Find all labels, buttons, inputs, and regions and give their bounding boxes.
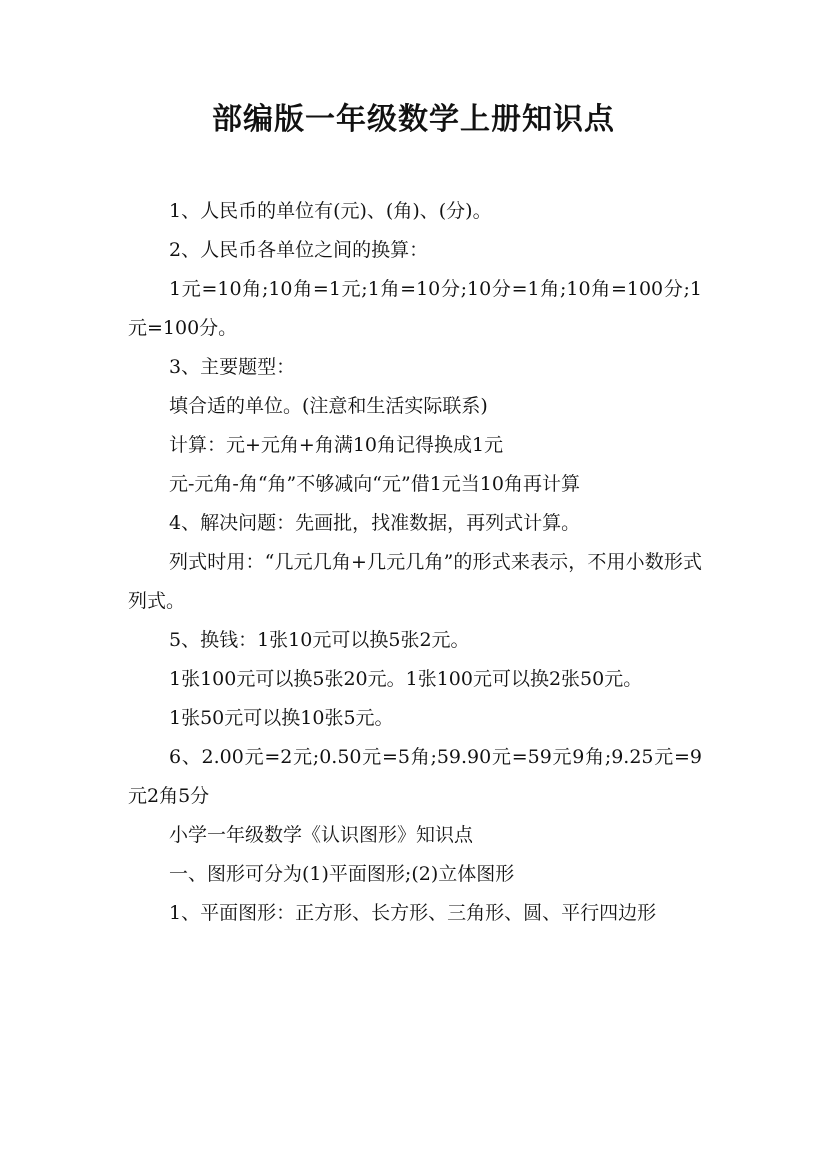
paragraph-9: 列式时用：“几元几角+几元几角”的形式来表示，不用小数形式列式。: [128, 551, 702, 612]
document-body: [128, 192, 702, 933]
paragraph-8: 4、解决问题：先画批，找准数据，再列式计算。: [169, 512, 581, 534]
document-title: 部编版一年级数学上册知识点: [212, 102, 615, 137]
paragraph-4: 3、主要题型：: [169, 356, 296, 378]
paragraph-6: 计算：元+元角+角满10角记得换成1元: [169, 434, 504, 456]
paragraph-1: 1、人民币的单位有(元)、(角)、(分)。: [169, 200, 492, 222]
paragraph-13: 6、2.00元=2元;0.50元=5角;59.90元=59元9角;9.25元=9元2角5分: [128, 746, 702, 807]
paragraph-16: 1、平面图形：正方形、长方形、三角形、圆、平行四边形: [169, 902, 657, 924]
paragraph-11: 1张100元可以换5张20元。1张100元可以换2张50元。: [169, 668, 643, 690]
paragraph-2: 2、人民币各单位之间的换算：: [169, 239, 429, 261]
paragraph-12: 1张50元可以换10张5元。: [169, 707, 394, 729]
paragraph-10: 5、换钱：1张10元可以换5张2元。: [169, 629, 470, 651]
paragraph-3: 1元=10角;10角=1元;1角=10分;10分=1角;10角=100分;1元=100分。: [128, 278, 702, 339]
paragraph-5: 填合适的单位。(注意和生活实际联系): [169, 395, 488, 417]
paragraph-7: 元-元角-角“角”不够减向“元”借1元当10角再计算: [169, 473, 580, 495]
paragraph-14: 小学一年级数学《认识图形》知识点: [169, 824, 474, 846]
paragraph-15: 一、图形可分为(1)平面图形;(2)立体图形: [169, 863, 515, 885]
